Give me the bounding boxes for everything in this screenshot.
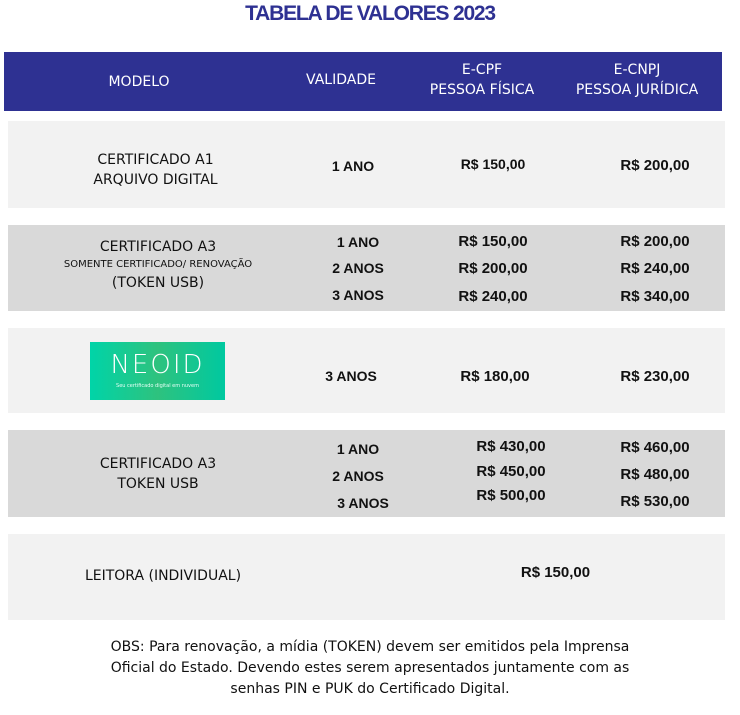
header-ecnpj-line2: PESSOA JURÍDICA xyxy=(575,82,699,98)
table-row xyxy=(8,121,725,208)
table-header xyxy=(4,52,722,111)
header-ecpf-line1: E-CPF xyxy=(461,62,503,78)
validade-value: 1 ANO xyxy=(331,158,375,174)
cnpj-price: R$ 480,00 xyxy=(620,466,690,483)
model-line: CERTIFICADO A3 xyxy=(99,239,217,255)
validade-value: 2 ANOS xyxy=(332,468,384,484)
model-line: TOKEN USB xyxy=(117,476,199,492)
leitora-price: R$ 150,00 xyxy=(520,564,591,581)
header-ecpf xyxy=(407,60,557,100)
validade-value: 1 ANO xyxy=(336,234,380,250)
model-line: ARQUIVO DIGITAL xyxy=(93,172,218,188)
cnpj-price: R$ 240,00 xyxy=(620,260,690,277)
cnpj-price: R$ 460,00 xyxy=(620,439,690,456)
model-line: CERTIFICADO A1 xyxy=(97,152,214,168)
cpf-price: R$ 240,00 xyxy=(458,288,528,305)
cnpj-price: R$ 340,00 xyxy=(620,288,690,305)
obs-line: OBS: Para renovação, a mídia (TOKEN) devem ser emitidos pela Imprensa xyxy=(110,639,630,655)
header-ecnpj xyxy=(552,60,722,100)
validade-value: 3 ANOS xyxy=(325,368,377,384)
model-line: CERTIFICADO A3 xyxy=(99,456,217,472)
cpf-price: R$ 430,00 xyxy=(476,438,546,455)
row-model xyxy=(28,237,288,293)
neoid-logo-text: NEOID xyxy=(110,350,205,380)
cpf-price: R$ 150,00 xyxy=(460,156,526,172)
cpf-price: R$ 500,00 xyxy=(476,487,546,504)
table-row xyxy=(8,430,725,517)
header-ecnpj-line1: E-CNPJ xyxy=(613,62,661,78)
validade-value: 3 ANOS xyxy=(337,495,389,511)
cnpj-price: R$ 230,00 xyxy=(620,368,690,385)
row-model xyxy=(48,150,263,190)
row-model xyxy=(48,454,268,494)
row-model: LEITORA (INDIVIDUAL) xyxy=(84,568,242,584)
cnpj-price: R$ 200,00 xyxy=(620,233,690,250)
page-title: TABELA DE VALORES 2023 xyxy=(245,2,495,25)
neoid-logo xyxy=(90,342,225,400)
validade-value: 3 ANOS xyxy=(332,287,384,303)
obs-line: Oficial do Estado. Devendo estes serem apresentados juntamente com as xyxy=(110,660,630,676)
header-modelo: MODELO xyxy=(108,74,170,90)
observation-note xyxy=(40,637,700,700)
validade-value: 2 ANOS xyxy=(332,260,384,276)
cnpj-price: R$ 200,00 xyxy=(620,157,690,174)
model-line: (TOKEN USB) xyxy=(111,275,205,291)
table-row xyxy=(8,328,725,413)
header-ecpf-line2: PESSOA FÍSICA xyxy=(429,82,535,98)
table-row xyxy=(8,225,725,311)
cpf-price: R$ 150,00 xyxy=(458,233,528,250)
cnpj-price: R$ 530,00 xyxy=(620,493,690,510)
cpf-price: R$ 450,00 xyxy=(476,463,546,480)
obs-line: senhas PIN e PUK do Certificado Digital. xyxy=(230,681,510,697)
model-line: SOMENTE CERTIFICADO/ RENOVAÇÃO xyxy=(63,259,253,270)
header-validade: VALIDADE xyxy=(306,72,376,88)
cpf-price: R$ 180,00 xyxy=(460,368,530,385)
neoid-logo-tagline: Seu certificado digital em nuvem xyxy=(116,383,199,389)
table-row xyxy=(8,534,725,620)
cpf-price: R$ 200,00 xyxy=(458,260,528,277)
validade-value: 1 ANO xyxy=(336,441,380,457)
